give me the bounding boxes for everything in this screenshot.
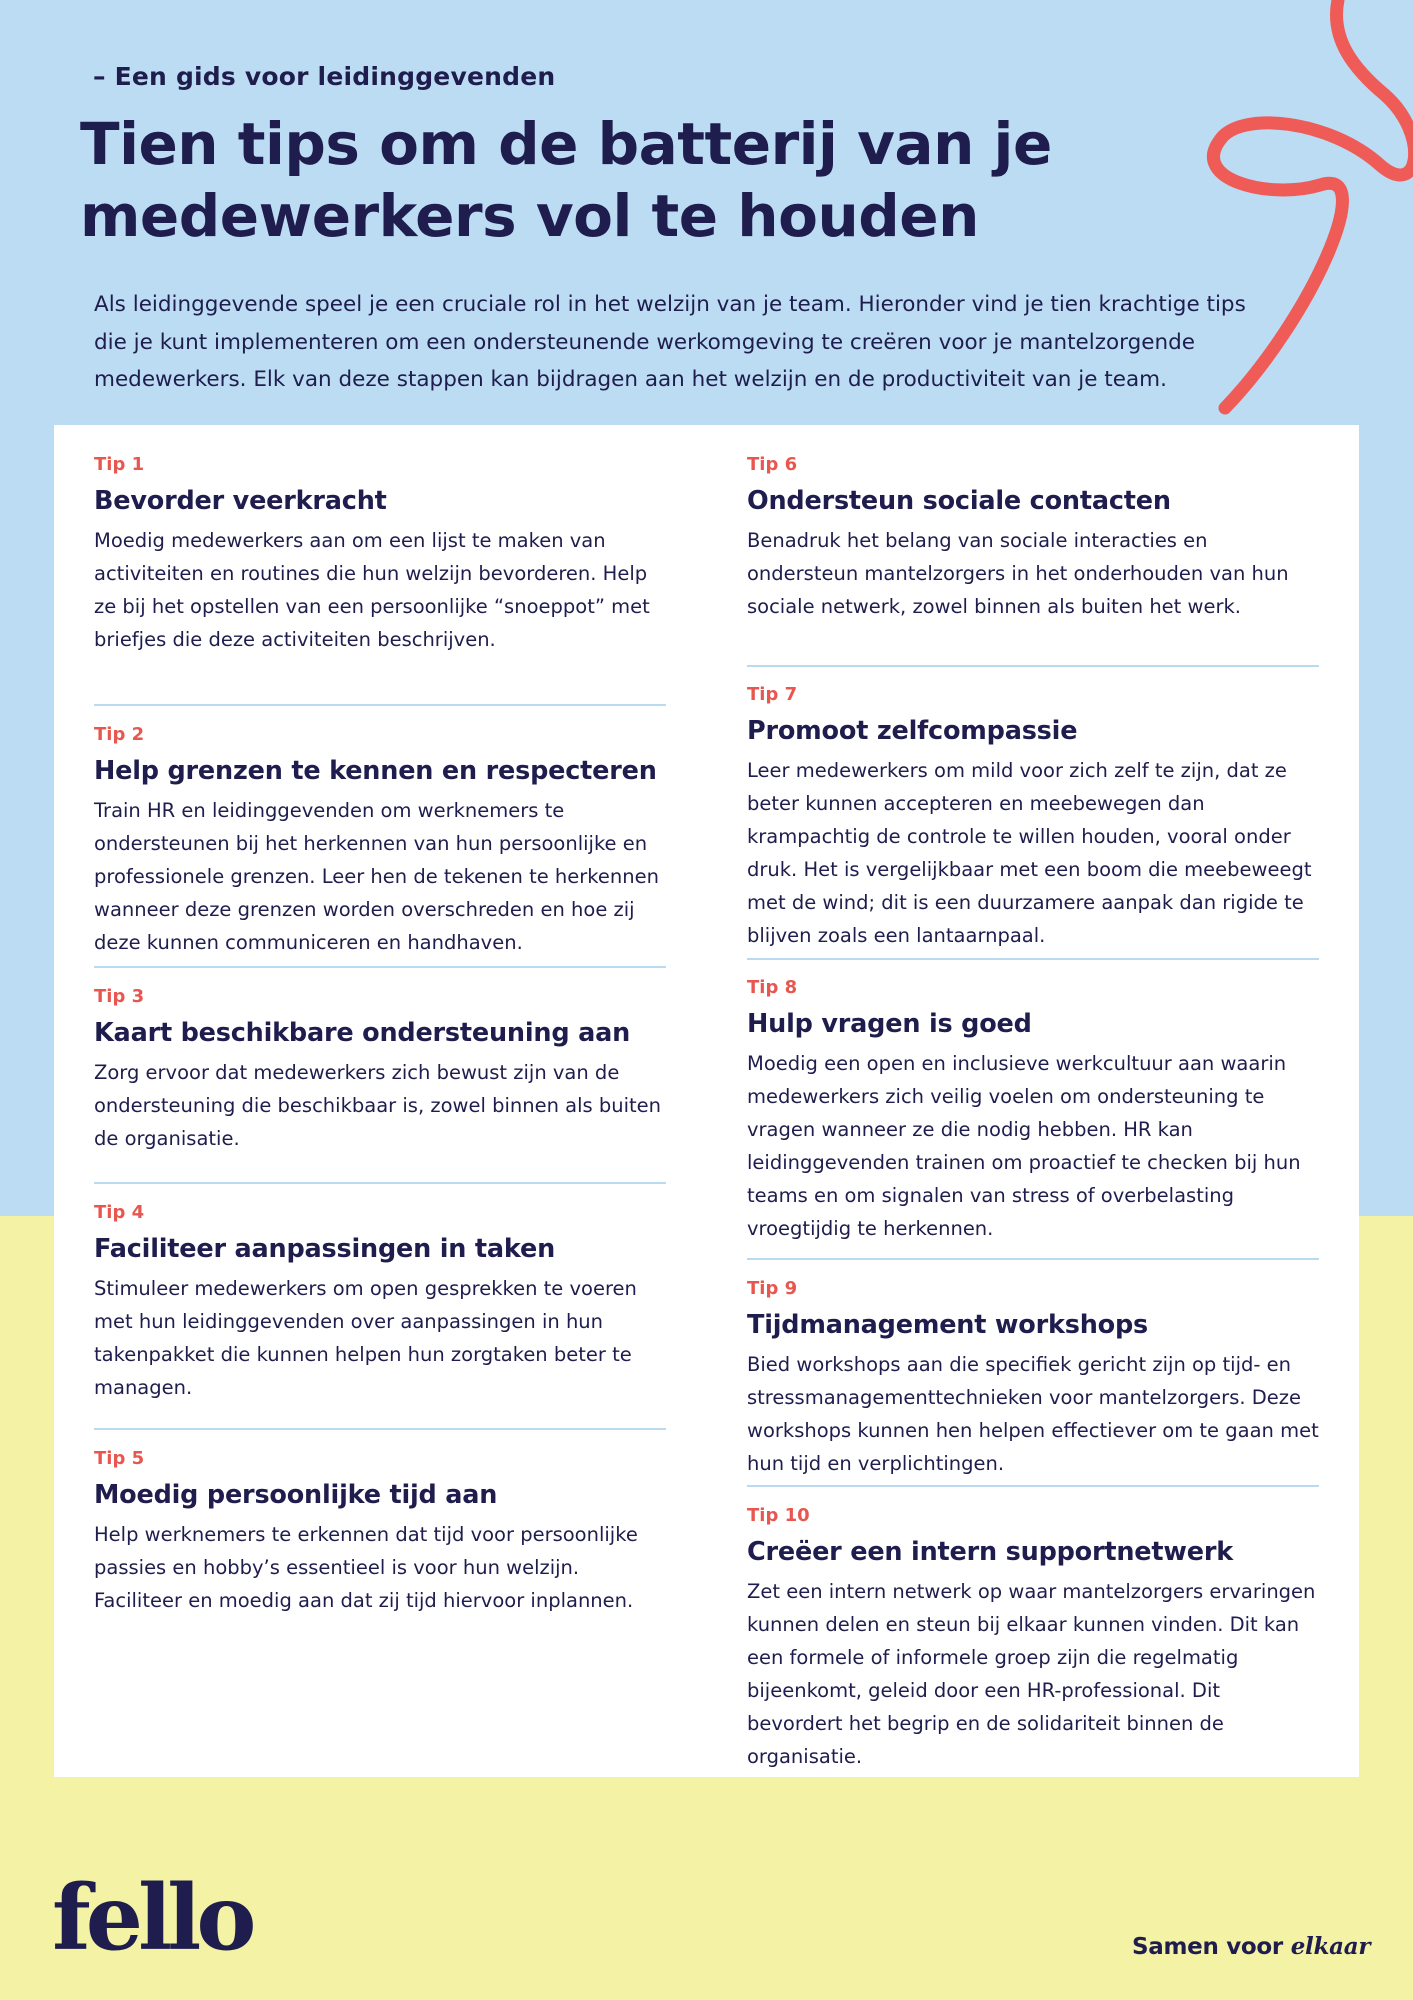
tip-body: Moedig medewerkers aan om een lijst te maken van activiteiten en routines die hun welzijn bevorderen. Help ze bij het opstellen van een persoonlijke “snoeppot” met briefjes die deze activiteiten beschrijven. (94, 529, 650, 651)
divider (747, 958, 1319, 960)
tip-body: Zorg ervoor dat medewerkers zich bewust zijn van de ondersteuning die beschikbaar is, zowel binnen als buiten de organisatie. (94, 1061, 662, 1150)
tip-body: Leer medewerkers om mild voor zich zelf te zijn, dat ze beter kunnen accepteren en meebewegen dan krampachtig de controle te willen houden, vooral onder druk. Het is vergelijkbaar met een boom die meebeweegt met de wind; dit is een duurzamere aanpak dan rigide te blijven zoals een lantaarnpaal. (747, 759, 1312, 947)
divider (747, 665, 1319, 667)
tagline (1132, 1933, 1370, 1960)
tip-10 (747, 1504, 1319, 1773)
tip-title: Ondersteun sociale contacten (747, 486, 1171, 516)
tip-number: Tip 9 (747, 1278, 798, 1299)
divider (747, 1258, 1319, 1260)
divider (94, 966, 666, 968)
tip-body: Stimuleer medewerkers om open gesprekken te voeren met hun leidinggevenden over aanpassingen in hun takenpakket die kunnen helpen hun zorgtaken beter te managen. (94, 1277, 637, 1399)
intro-paragraph: Als leidinggevende speel je een cruciale rol in het welzijn van je team. Hieronder vind je tien krachtige tips die je kunt implementeren om een ondersteunende werkomgeving te creëren voor je mantelzorgende medewerkers. Elk van deze stappen kan bijdragen aan het welzijn en de productiviteit van je team. (94, 292, 1246, 392)
tip-body: Help werknemers te erkennen dat tijd voor persoonlijke passies en hobby’s essentieel is voor hun welzijn. Faciliteer en moedig aan dat zij tijd hiervoor inplannen. (94, 1523, 638, 1612)
tip-8 (747, 976, 1319, 1245)
tip-title: Moedig persoonlijke tijd aan (94, 1480, 498, 1510)
tip-number: Tip 10 (747, 1505, 810, 1526)
divider (94, 704, 666, 706)
tip-4 (94, 1201, 666, 1404)
tip-body: Benadruk het belang van sociale interacties en ondersteun mantelzorgers in het onderhouden van hun sociale netwerk, zowel binnen als buiten het werk. (747, 529, 1289, 618)
tip-number: Tip 4 (94, 1202, 145, 1223)
tip-7 (747, 683, 1319, 952)
tip-title: Bevorder veerkracht (94, 486, 387, 516)
tip-1 (94, 453, 666, 656)
tip-2 (94, 723, 666, 959)
tip-title: Hulp vragen is goed (747, 1009, 1032, 1039)
tip-6 (747, 453, 1319, 623)
tip-3 (94, 985, 666, 1155)
tip-9 (747, 1277, 1319, 1480)
tip-title: Creëer een intern supportnetwerk (747, 1537, 1233, 1567)
tip-title: Help grenzen te kennen en respecteren (94, 756, 657, 786)
tip-body: Bied workshops aan die specifiek gericht zijn op tijd- en stressmanagementtechnieken voor mantelzorgers. Deze workshops kunnen hen helpen effectiever om te gaan met hun tijd en verplichtingen. (747, 1353, 1319, 1475)
fello-logo: fello (52, 1865, 252, 1971)
tip-5 (94, 1447, 666, 1617)
tip-number: Tip 5 (94, 1448, 145, 1469)
tip-number: Tip 3 (94, 986, 145, 1007)
divider (94, 1182, 666, 1184)
tip-title: Promoot zelfcompassie (747, 716, 1078, 746)
page-title: Tien tips om de batterij van je medewerkers vol te houden (80, 110, 1052, 250)
tagline-prefix: Samen voor (1132, 1934, 1283, 1960)
tip-number: Tip 8 (747, 977, 798, 998)
tip-number: Tip 1 (94, 454, 145, 475)
tip-number: Tip 2 (94, 724, 145, 745)
tip-body: Moedig een open en inclusieve werkcultuur aan waarin medewerkers zich veilig voelen om ondersteuning te vragen wanneer ze die nodig hebben. HR kan leidinggevenden trainen om proactief te checken bij hun teams en om signalen van stress of overbelasting vroegtijdig te herkennen. (747, 1052, 1301, 1240)
tips-card (54, 425, 1359, 1777)
divider (94, 1428, 666, 1430)
divider (747, 1485, 1319, 1487)
tip-number: Tip 6 (747, 454, 798, 475)
tip-title: Faciliteer aanpassingen in taken (94, 1234, 556, 1264)
tip-body: Train HR en leidinggevenden om werknemers te ondersteunen bij het herkennen van hun persoonlijke en professionele grenzen. Leer hen de tekenen te herkennen wanneer deze grenzen worden overschreden en hoe zij deze kunnen communiceren en handhaven. (94, 799, 659, 954)
tagline-emphasis: elkaar (1290, 1933, 1371, 1960)
tip-title: Kaart beschikbare ondersteuning aan (94, 1018, 631, 1048)
tip-body: Zet een intern netwerk op waar mantelzorgers ervaringen kunnen delen en steun bij elkaar kunnen vinden. Dit kan een formele of informele groep zijn die regelmatig bijeenkomt, geleid door een HR-professional. Dit bevordert het begrip en de solidariteit binnen de organisatie. (747, 1580, 1316, 1768)
page-subtitle: – Een gids voor leidinggevenden (93, 62, 556, 91)
tip-title: Tijdmanagement workshops (747, 1310, 1148, 1340)
tip-number: Tip 7 (747, 684, 798, 705)
